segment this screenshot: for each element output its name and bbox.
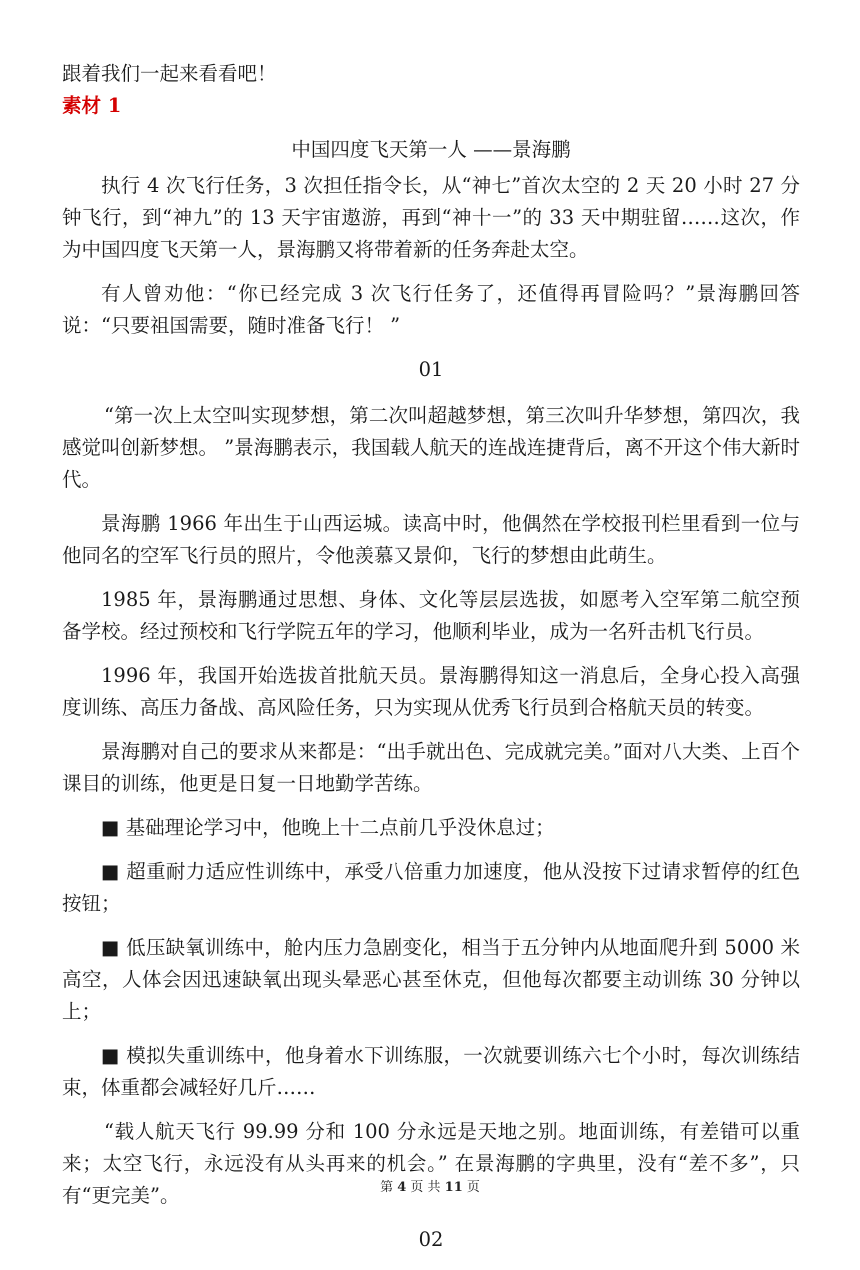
intro-line: 跟着我们一起来看看吧！ [62,62,277,85]
quote-paragraph: “第一次上太空叫实现梦想，第二次叫超越梦想，第三次叫升华梦想，第四次，我感觉叫创新梦想。 ”景海鹏表示，我国载人航天的连战连捷背后，离不开这个伟大新时代。 [62,404,800,491]
quote-paragraph: “载人航天飞行 99.99 分和 100 分永远是天地之别。地面训练，有差错可以重来；太空飞行，永远没有从头再来的机会。” 在景海鹏的字典里，没有“差不多”，只有“更完美”。 [62,1120,800,1207]
footer-prefix: 第 [380,1180,398,1195]
material-label: 素材 1 [62,94,122,117]
bullet-item: ■ 低压缺氧训练中，舱内压力急剧变化，相当于五分钟内从地面爬升到 5000 米高空，人体会因迅速缺氧出现头晕恶心甚至休克，但他每次都要主动训练 30 分钟以上； [62,936,800,1023]
footer-total-pages: 11 [444,1180,463,1195]
section-number: 02 [418,1228,444,1251]
bullet-item: ■ 模拟失重训练中，他身着水下训练服，一次就要训练六七个小时，每次训练结束，体重都会减轻好几斤…… [62,1044,800,1099]
paragraph: 执行 4 次飞行任务，3 次担任指令长，从“神七”首次太空的 2 天 20 小时 27 分钟飞行，到“神九”的 13 天宇宙遨游，再到“神十一”的 33 天中期驻留……这次，作为中国四度飞天第一人，景海鹏又将带着新的任务奔赴太空。 [62,174,800,261]
footer-page-number: 4 [397,1180,407,1195]
article-title: 中国四度飞天第一人 ——景海鹏 [291,138,571,161]
bullet-item: ■ 基础理论学习中，他晚上十二点前几乎没休息过； [101,816,555,839]
paragraph: 1985 年，景海鹏通过思想、身体、文化等层层选拔，如愿考入空军第二航空预备学校。经过预校和飞行学院五年的学习，他顺利毕业，成为一名歼击机飞行员。 [62,588,800,643]
section-number: 01 [418,358,444,381]
paragraph: 1996 年，我国开始选拔首批航天员。景海鹏得知这一消息后，全身心投入高强度训练、高压力备战、高风险任务，只为实现从优秀飞行员到合格航天员的转变。 [62,664,800,719]
paragraph: 有人曾劝他：“你已经完成 3 次飞行任务了，还值得再冒险吗？”景海鹏回答说：“只要祖国需要，随时准备飞行！ ” [62,282,800,337]
paragraph: 景海鹏 1966 年出生于山西运城。读高中时，他偶然在学校报刊栏里看到一位与他同名的空军飞行员的照片，令他羡慕又景仰，飞行的梦想由此萌生。 [62,512,800,567]
footer-middle: 页 共 [406,1180,445,1195]
bullet-item: ■ 超重耐力适应性训练中，承受八倍重力加速度，他从没按下过请求暂停的红色按钮； [62,860,800,915]
page-footer [0,1176,860,1195]
footer-suffix: 页 [462,1180,480,1195]
paragraph: 景海鹏对自己的要求从来都是：“出手就出色、完成就完美。”面对八大类、上百个课目的训练，他更是日复一日地勤学苦练。 [62,740,800,795]
document-body [62,58,800,1270]
